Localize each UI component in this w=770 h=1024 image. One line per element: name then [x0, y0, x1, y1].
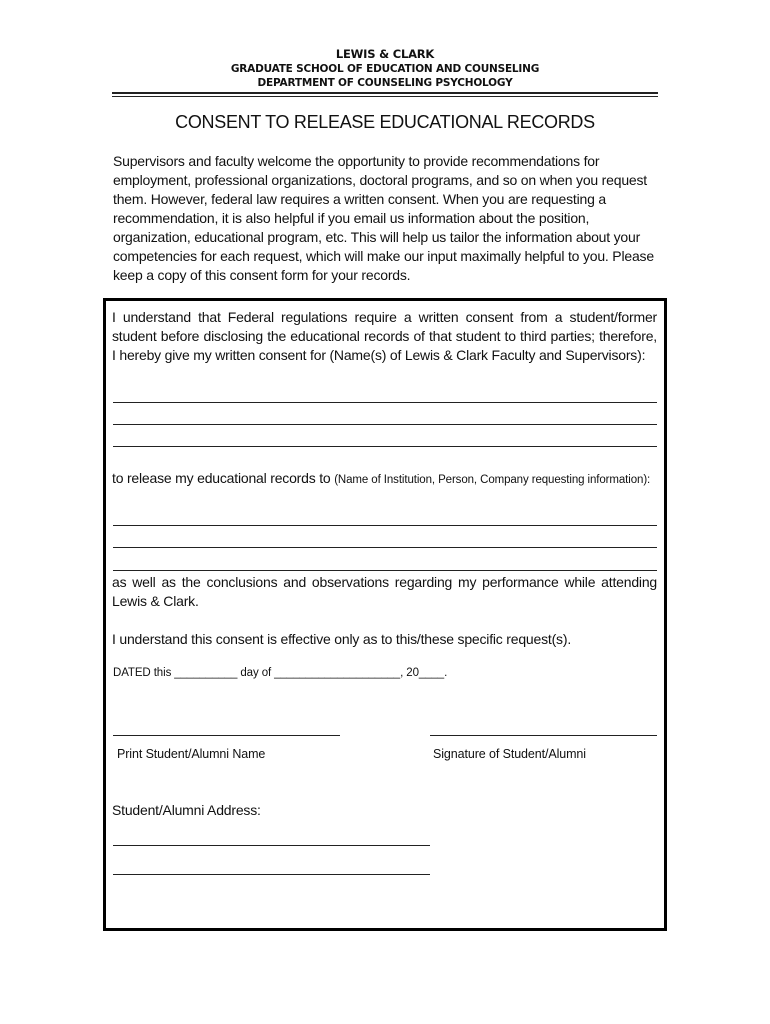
- signature-label: Signature of Student/Alumni: [433, 747, 586, 761]
- faculty-name-line-1[interactable]: [113, 402, 657, 403]
- address-line-1[interactable]: [113, 845, 430, 846]
- school-name: GRADUATE SCHOOL OF EDUCATION AND COUNSELING: [230, 63, 540, 75]
- recipient-line-3[interactable]: [113, 570, 657, 571]
- print-name-label: Print Student/Alumni Name: [117, 747, 266, 761]
- release-to-statement: [112, 469, 657, 490]
- consent-form-box: [103, 298, 667, 931]
- dated-line: DATED this __________ day of ____________________, 20____.: [113, 667, 448, 679]
- faculty-name-line-2[interactable]: [113, 424, 657, 425]
- consent-statement: I understand that Federal regulations require a written consent from a student/former student before disclosing the educational records of that student to third parties; therefore, I hereby give my written consent for (Name(s) of Lewis & Clark Faculty and Supervisors):: [112, 309, 657, 363]
- intro-paragraph: Supervisors and faculty welcome the opportunity to provide recommendations for employment, professional organizations, doctoral programs, and so on when you request them. However, federal law requires a written consent. When you are requesting a recommendation, it is also helpful if you email us information about the position, organization, educational program, etc. This will help us tailor the information about your competencies for each request, which will make our input maximally helpful to you. Please keep a copy of this consent form for your records.: [113, 153, 654, 283]
- conclusions-statement: as well as the conclusions and observations regarding my performance while attending Lewis & Clark.: [112, 574, 657, 609]
- address-label: Student/Alumni Address:: [112, 802, 261, 818]
- effective-only-statement: I understand this consent is effective only as to this/these specific request(s).: [112, 631, 572, 647]
- institution-name: LEWIS & CLARK: [335, 47, 435, 61]
- signature-line[interactable]: [430, 735, 657, 736]
- release-to-text: to release my educational records to: [112, 470, 331, 486]
- department-name: DEPARTMENT OF COUNSELING PSYCHOLOGY: [257, 77, 513, 89]
- recipient-line-2[interactable]: [113, 547, 657, 548]
- header-rule-thick: [112, 92, 658, 94]
- release-to-note: (Name of Institution, Person, Company requesting information):: [334, 474, 651, 486]
- header-rule-thin: [112, 96, 658, 97]
- page-title: CONSENT TO RELEASE EDUCATIONAL RECORDS: [175, 112, 595, 132]
- print-name-line[interactable]: [113, 735, 340, 736]
- recipient-line-1[interactable]: [113, 525, 657, 526]
- faculty-name-line-3[interactable]: [113, 446, 657, 447]
- address-line-2[interactable]: [113, 874, 430, 875]
